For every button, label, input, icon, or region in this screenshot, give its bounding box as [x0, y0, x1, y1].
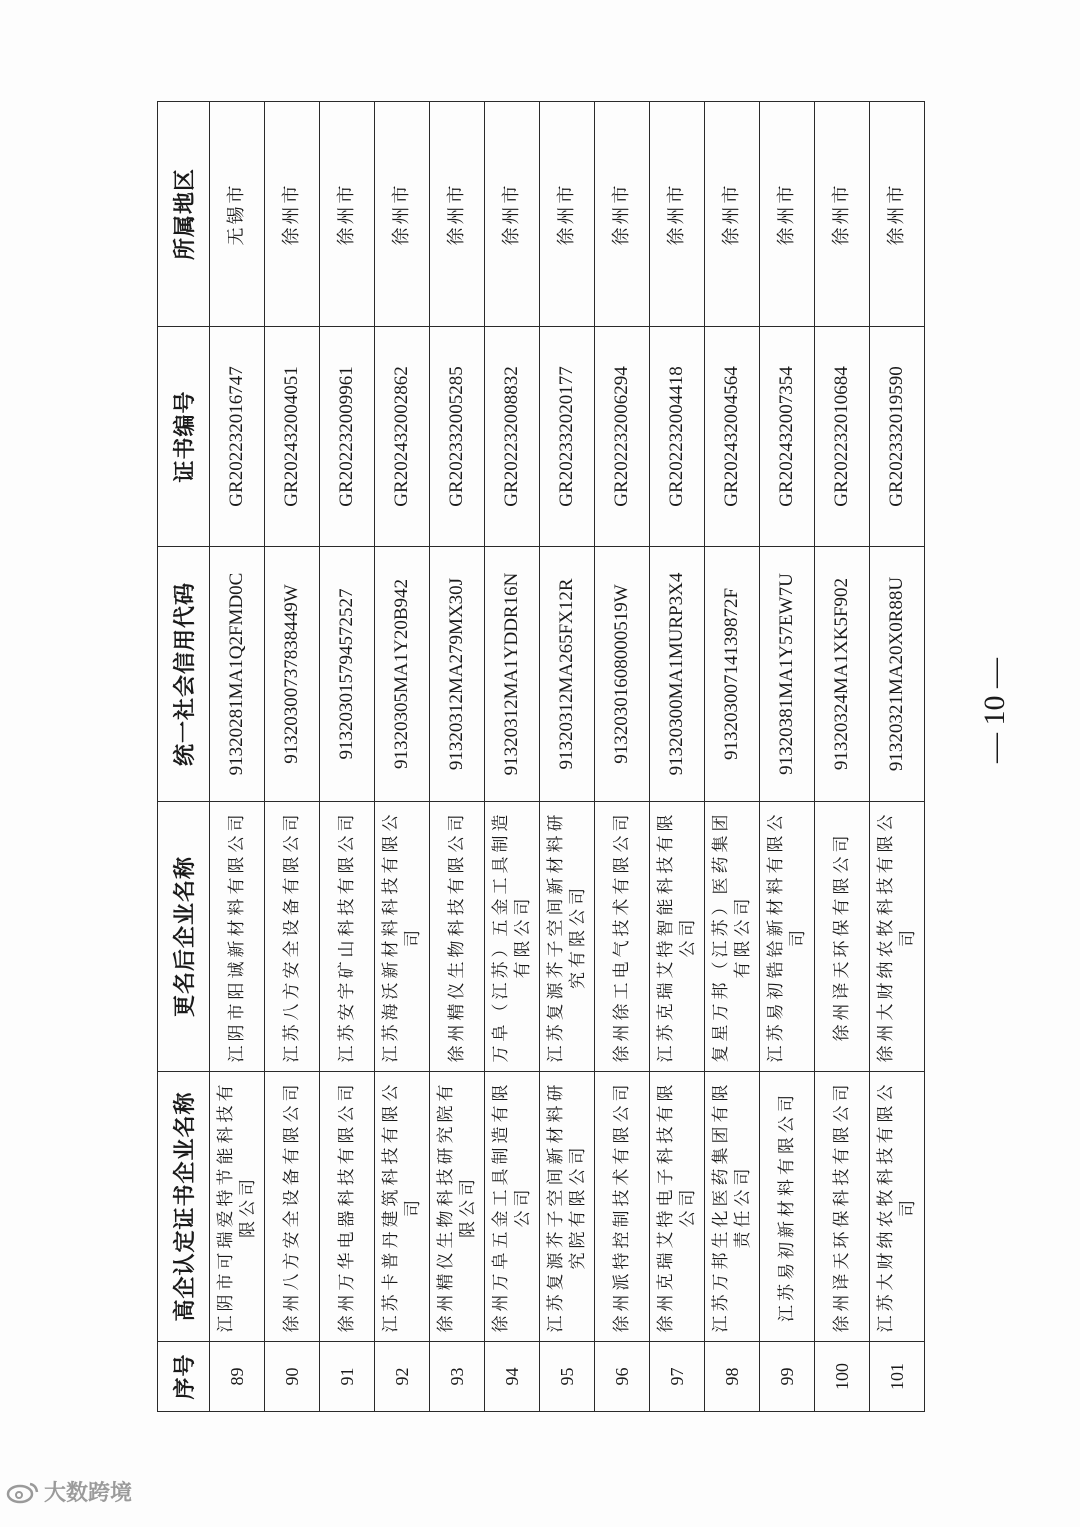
cell-old-name: 江苏复源芥子空间新材料研究院有限公司 — [540, 1072, 595, 1342]
cell-region: 徐州市 — [870, 102, 925, 327]
table-row — [485, 102, 540, 1412]
cell-credit-code: 91320312MA1YDDR16N — [485, 547, 540, 802]
cell-credit-code: 91320300714139872F — [705, 547, 760, 802]
table-header-row — [158, 102, 210, 1412]
header-new-name: 更名后企业名称 — [158, 802, 210, 1072]
cell-cert-no: GR202432007354 — [760, 327, 815, 547]
cell-new-name: 徐州译天环保有限公司 — [815, 802, 870, 1072]
table-row — [320, 102, 375, 1412]
cell-old-name: 徐州派特控制技术有限公司 — [595, 1072, 650, 1342]
table-row — [540, 102, 595, 1412]
cell-credit-code: 91320300MA1MURP3X4 — [650, 547, 705, 802]
cell-region: 无锡市 — [210, 102, 265, 327]
cell-cert-no: GR202432002862 — [375, 327, 430, 547]
header-serial: 序号 — [158, 1342, 210, 1412]
cell-new-name: 江苏海沃新材料科技有限公司 — [375, 802, 430, 1072]
cell-region: 徐州市 — [650, 102, 705, 327]
cell-new-name: 徐州精仪生物科技有限公司 — [430, 802, 485, 1072]
cell-old-name: 徐州译天环保科技有限公司 — [815, 1072, 870, 1342]
cell-old-name: 江苏大财纳农牧科技有限公司 — [870, 1072, 925, 1342]
table-row — [595, 102, 650, 1412]
cell-new-name: 徐州大财纳农牧科技有限公司 — [870, 802, 925, 1072]
cell-serial: 92 — [375, 1342, 430, 1412]
rotated-page-content — [157, 102, 922, 1412]
cell-old-name: 徐州万阜五金工具制造有限公司 — [485, 1072, 540, 1342]
table-row — [760, 102, 815, 1412]
cell-new-name: 江苏复源芥子空间新材料研究有限公司 — [540, 802, 595, 1072]
cell-region: 徐州市 — [540, 102, 595, 327]
cell-new-name: 复星万邦（江苏）医药集团有限公司 — [705, 802, 760, 1072]
company-rename-table — [157, 101, 925, 1412]
cell-cert-no: GR202232006294 — [595, 327, 650, 547]
cell-cert-no: GR202232010684 — [815, 327, 870, 547]
cell-old-name: 江苏易初新材料有限公司 — [760, 1072, 815, 1342]
cell-cert-no: GR202232009961 — [320, 327, 375, 547]
cell-region: 徐州市 — [595, 102, 650, 327]
cell-serial: 99 — [760, 1342, 815, 1412]
header-region: 所属地区 — [158, 102, 210, 327]
cell-credit-code: 91320312MA279MX30J — [430, 547, 485, 802]
cell-serial: 91 — [320, 1342, 375, 1412]
header-old-name: 高企认定证书企业名称 — [158, 1072, 210, 1342]
cell-credit-code: 91320305MA1Y20B942 — [375, 547, 430, 802]
table-body — [210, 102, 925, 1412]
cell-serial: 101 — [870, 1342, 925, 1412]
cell-old-name: 江阴市可瑞爱特节能科技有限公司 — [210, 1072, 265, 1342]
cell-cert-no: GR202432004564 — [705, 327, 760, 547]
weibo-like-logo-icon — [6, 1480, 40, 1504]
cell-serial: 93 — [430, 1342, 485, 1412]
cell-cert-no: GR202232008832 — [485, 327, 540, 547]
cell-cert-no: GR202432004051 — [265, 327, 320, 547]
cell-region: 徐州市 — [430, 102, 485, 327]
cell-credit-code: 91320301608000519W — [595, 547, 650, 802]
table-row — [705, 102, 760, 1412]
cell-credit-code: 91320300737838449W — [265, 547, 320, 802]
page-number: — 10 — — [978, 658, 1011, 763]
cell-old-name: 徐州万华电器科技有限公司 — [320, 1072, 375, 1342]
table-row — [210, 102, 265, 1412]
table-row — [430, 102, 485, 1412]
cell-credit-code: 91320312MA265FX12R — [540, 547, 595, 802]
cell-region: 徐州市 — [320, 102, 375, 327]
cell-old-name: 徐州克瑞艾特电子科技有限公司 — [650, 1072, 705, 1342]
cell-serial: 89 — [210, 1342, 265, 1412]
cell-old-name: 江苏卡普丹建筑科技有限公司 — [375, 1072, 430, 1342]
cell-cert-no: GR202332019590 — [870, 327, 925, 547]
cell-serial: 100 — [815, 1342, 870, 1412]
cell-cert-no: GR202232016747 — [210, 327, 265, 547]
cell-new-name: 徐州徐工电气技术有限公司 — [595, 802, 650, 1072]
cell-credit-code: 91320324MA1XK5F902 — [815, 547, 870, 802]
cell-new-name: 江苏安宇矿山科技有限公司 — [320, 802, 375, 1072]
cell-region: 徐州市 — [705, 102, 760, 327]
cell-region: 徐州市 — [485, 102, 540, 327]
cell-credit-code: 91320281MA1Q2FMD0C — [210, 547, 265, 802]
cell-region: 徐州市 — [375, 102, 430, 327]
cell-new-name: 江阴市阳诚新材料有限公司 — [210, 802, 265, 1072]
table-row — [870, 102, 925, 1412]
cell-serial: 96 — [595, 1342, 650, 1412]
table-row — [650, 102, 705, 1412]
cell-credit-code: 91320321MA20X0R88U — [870, 547, 925, 802]
cell-credit-code: 913203015794572527 — [320, 547, 375, 802]
cell-new-name: 江苏克瑞艾特智能科技有限公司 — [650, 802, 705, 1072]
cell-serial: 94 — [485, 1342, 540, 1412]
cell-old-name: 徐州八方安全设备有限公司 — [265, 1072, 320, 1342]
cell-new-name: 江苏八方安全设备有限公司 — [265, 802, 320, 1072]
cell-cert-no: GR202232004418 — [650, 327, 705, 547]
table-row — [815, 102, 870, 1412]
cell-credit-code: 91320381MA1Y57EW7U — [760, 547, 815, 802]
table-row — [375, 102, 430, 1412]
cell-serial: 98 — [705, 1342, 760, 1412]
cell-cert-no: GR202332020177 — [540, 327, 595, 547]
cell-region: 徐州市 — [265, 102, 320, 327]
cell-new-name: 万阜（江苏）五金工具制造有限公司 — [485, 802, 540, 1072]
cell-old-name: 江苏万邦生化医药集团有限责任公司 — [705, 1072, 760, 1342]
watermark-text: 大数跨境 — [44, 1481, 133, 1506]
cell-region: 徐州市 — [815, 102, 870, 327]
cell-cert-no: GR202332005285 — [430, 327, 485, 547]
cell-serial: 90 — [265, 1342, 320, 1412]
watermark — [6, 1476, 132, 1507]
cell-serial: 97 — [650, 1342, 705, 1412]
header-credit-code: 统一社会信用代码 — [158, 547, 210, 802]
cell-new-name: 江苏易初锆铪新材料有限公司 — [760, 802, 815, 1072]
table-row — [265, 102, 320, 1412]
cell-region: 徐州市 — [760, 102, 815, 327]
cell-serial: 95 — [540, 1342, 595, 1412]
header-cert-no: 证书编号 — [158, 327, 210, 547]
cell-old-name: 徐州精仪生物科技研究院有限公司 — [430, 1072, 485, 1342]
